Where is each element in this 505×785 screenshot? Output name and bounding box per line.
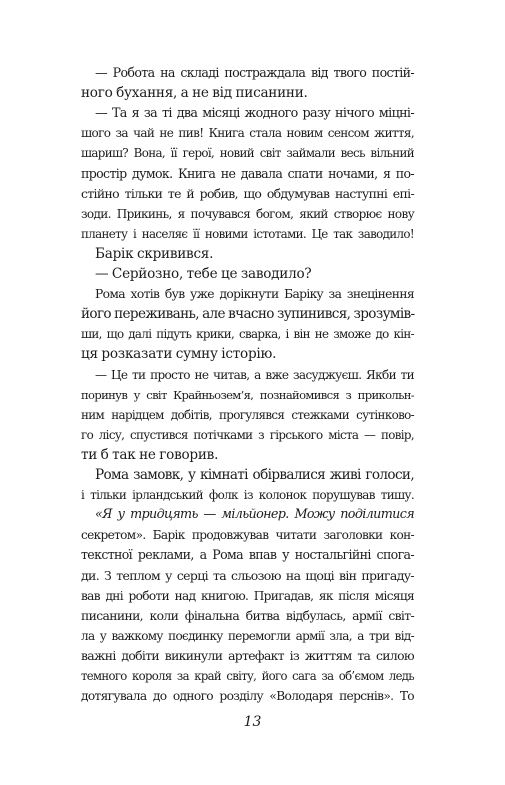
text-line: важні добіти викинули артефакт із життям та силою bbox=[81, 648, 414, 663]
text-line: поринув у світ Крайньозем’я, познайомився з прикольн- bbox=[81, 387, 414, 402]
text-line: ди. З теплом у серці та сльозою на щоці він пригаду- bbox=[81, 567, 414, 583]
page-number: 13 bbox=[243, 714, 262, 730]
text-line: «Я у тридцять — мільйонер. Можу поділитися bbox=[95, 507, 414, 523]
text-line: шариш? Вона, її герої, новий світ займали весь вільний bbox=[81, 146, 414, 161]
text-line: зоди. Прикинь, я почувався богом, який створює нову bbox=[81, 206, 414, 221]
text-line: темного короля за край світу, його сага за об’ємом ледь bbox=[81, 669, 414, 683]
text-line: — Серйозно, тебе це заводило? bbox=[95, 266, 312, 282]
text-line: — Та я за ті два місяці жодного разу нічого міцні- bbox=[95, 105, 414, 121]
text-line: секретом». Барік продовжував читати заголовки кон- bbox=[81, 528, 414, 543]
text-line: його переживань, але вчасно зупинився, зрозумів- bbox=[81, 306, 415, 323]
text-line: ти б так не говорив. bbox=[81, 446, 219, 463]
text-line: текстної реклами, а Рома впав у ностальгійні спога- bbox=[81, 547, 414, 563]
text-line: писанини, коли фінальна битва відбулась, армії світ- bbox=[81, 607, 414, 623]
text-line: простір думок. Книга не давала спати ночами, я по- bbox=[81, 165, 414, 181]
text-line: ним нарідцем добітів, прогулявся стежками сутінково- bbox=[81, 407, 414, 422]
text-line: Рома хотів був уже дорікнути Барікy за знецінення bbox=[95, 287, 414, 302]
text-line: планету і населяє її новими істотами. Це так заводило! bbox=[81, 226, 414, 241]
text-line: — Це ти просто не читав, а вже засуджуєш. Якби ти bbox=[95, 367, 414, 382]
text-line: шого за чай не пив! Книга стала новим сенсом життя, bbox=[81, 126, 414, 141]
text-line: ця розказати сумну історію. bbox=[81, 346, 277, 363]
text-line: Рома замовк, у кімнаті обірвалися живі голоси, bbox=[95, 467, 414, 483]
text-line: вав дні роботи над книгою. Пригадав, як після місяця bbox=[81, 588, 414, 603]
text-line: ного бухання, а не від писанини. bbox=[81, 85, 308, 102]
text-line: стійно тільки те й робив, що обдумував наступні епі- bbox=[81, 185, 414, 201]
text-line: Барік скривився. bbox=[95, 245, 214, 262]
text-line: дотягувала до одного розділу «Володаря перснів». То bbox=[81, 689, 414, 704]
text-line: і тільки ірландський фолк із колонок порушував тишу. bbox=[81, 488, 414, 503]
text-line: ши, що далі підуть крики, сварка, і він не зможе до кін- bbox=[81, 327, 414, 342]
text-line: — Робота на складі постраждала від твого постій- bbox=[95, 65, 414, 80]
text-line: ла у важкому поєдинку перемогли армії зла, а три від- bbox=[81, 628, 414, 643]
text-line: го лісу, спустився потічками з гірського міста — повір, bbox=[81, 427, 414, 442]
